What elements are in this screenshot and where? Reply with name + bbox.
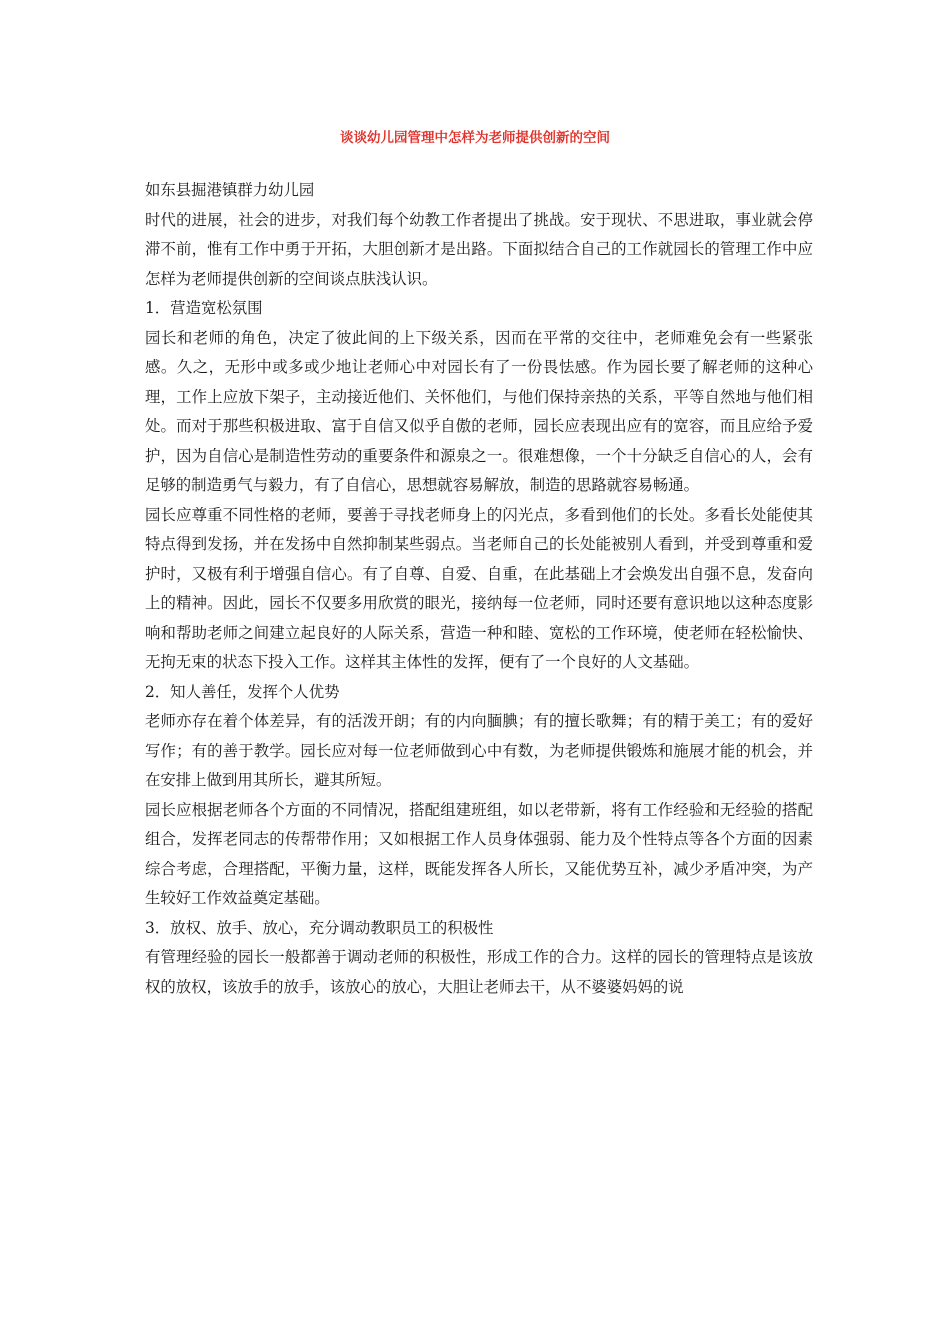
author-line: 如东县掘港镇群力幼儿园 [145,181,315,199]
section-heading-3: 3．放权、放手、放心，充分调动教职员工的积极性 [145,918,494,937]
paragraph: 园长和老师的角色，决定了彼此间的上下级关系，因而在平常的交往中，老师难免会有一些紧张感。久之，无形中或多或少地让老师心中对园长有了一份畏怯感。作为园长要了解老师的这种心理，工作上应放下架子，主动接近他们、关怀他们，与他们保持亲热的关系，平等自然地与他们相处。而对于那些积极进取、富于自信又似乎自傲的老师，园长应表现出应有的宽容，而且应给予爱护，因为自信心是制造性劳动的重要条件和源泉之一。很难想像，一个十分缺乏自信心的人，会有足够的制造勇气与毅力，有了自信心，思想就容易解放，制造的思路就容易畅通。 [145,328,813,494]
paragraph: 园长应尊重不同性格的老师，要善于寻找老师身上的闪光点，多看到他们的长处。多看长处能使其特点得到发扬，并在发扬中自然抑制某些弱点。当老师自己的长处能被别人看到，并受到尊重和爱护时，又极有利于增强自信心。有了自尊、自爱、自重，在此基础上才会焕发出自强不息，发奋向上的精神。因此，园长不仅要多用欣赏的眼光，接纳每一位老师，同时还要有意识地以这种态度影响和帮助老师之间建立起良好的人际关系，营造一种和睦、宽松的工作环境，使老师在轻松愉快、无拘无束的状态下投入工作。这样其主体性的发挥，便有了一个良好的人文基础。 [145,505,813,671]
paragraph: 老师亦存在着个体差异，有的活泼开朗；有的内向腼腆；有的擅长歌舞；有的精于美工；有的爱好写作；有的善于教学。园长应对每一位老师做到心中有数，为老师提供锻炼和施展才能的机会，并在安排上做到用其所长，避其所短。 [145,712,813,789]
section-heading-1: 1．营造宽松氛围 [145,299,263,317]
document-body [145,176,813,1002]
section-heading-2: 2．知人善任，发挥个人优势 [145,682,340,701]
paragraph-intro: 时代的进展，社会的进步，对我们每个幼教工作者提出了挑战。安于现状、不思进取，事业就会停滞不前，惟有工作中勇于开拓，大胆创新才是出路。下面拟结合自己的工作就园长的管理工作中应怎样为老师提供创新的空间谈点肤浅认识。 [145,210,813,288]
paragraph: 有管理经验的园长一般都善于调动老师的积极性，形成工作的合力。这样的园长的管理特点是该放权的放权，该放手的放手，该放心的放心，大胆让老师去干，从不婆婆妈妈的说 [145,948,813,996]
document-title: 谈谈幼儿园管理中怎样为老师提供创新的空间 [340,130,610,146]
paragraph: 园长应根据老师各个方面的不同情况，搭配组建班组，如以老带新，将有工作经验和无经验的搭配组合，发挥老同志的传帮带作用；又如根据工作人员身体强弱、能力及个性特点等各个方面的因素综合考虑，合理搭配，平衡力量，这样，既能发挥各人所长，又能优势互补，减少矛盾冲突，为产生较好工作效益奠定基础。 [145,800,813,907]
